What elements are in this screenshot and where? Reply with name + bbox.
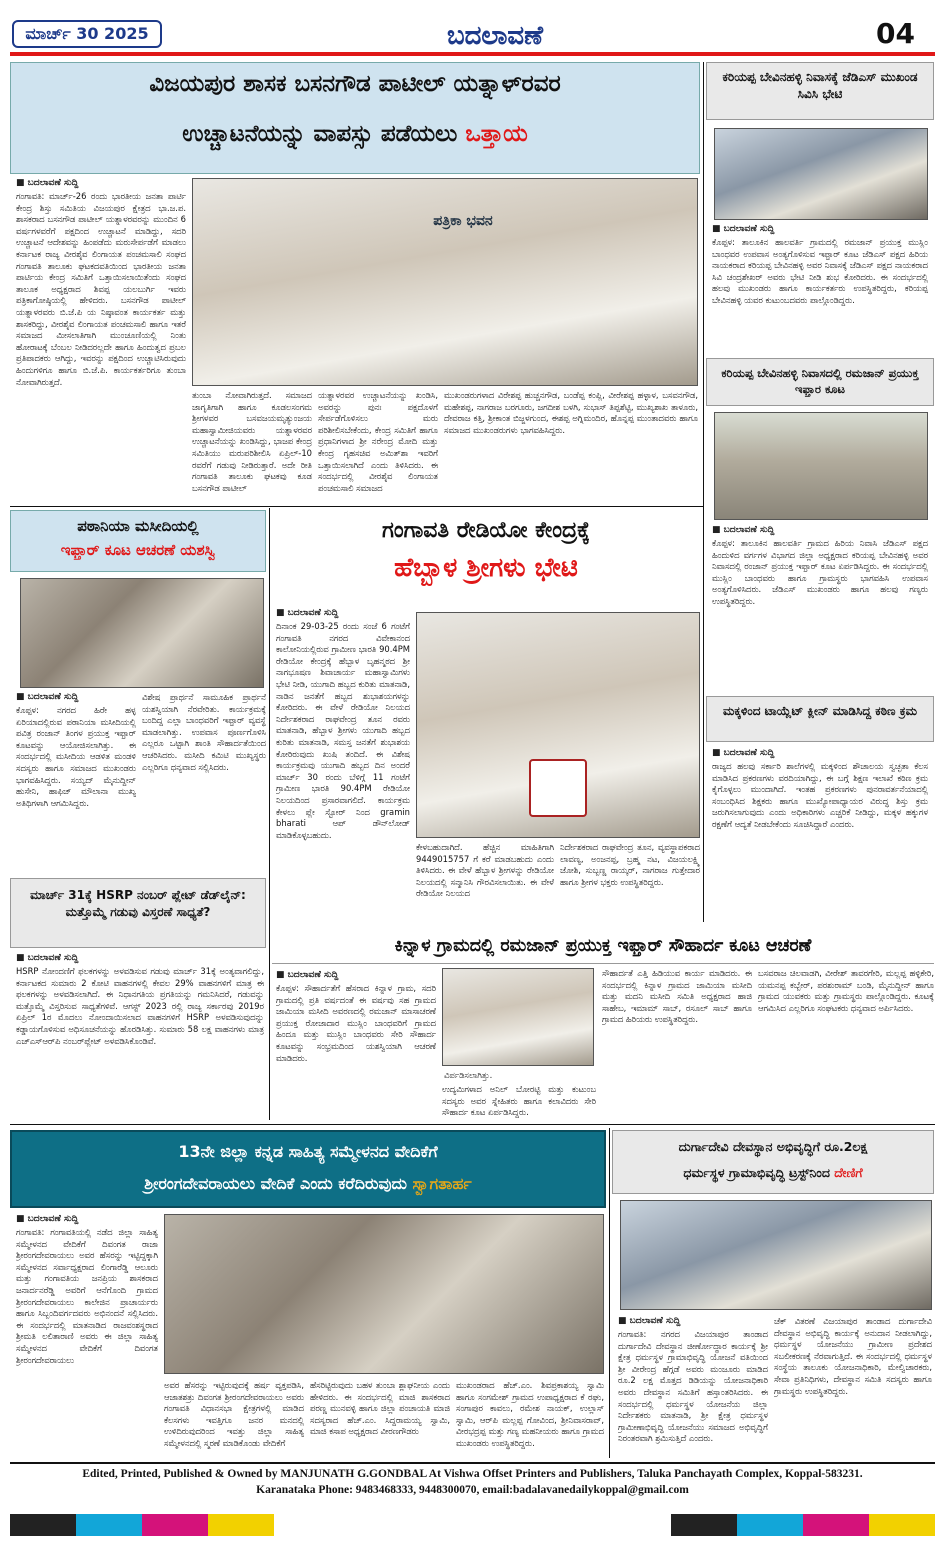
kinnal-byline: ■ ಬದಲಾವಣೆ ಸುದ್ದಿ: [276, 970, 339, 980]
left-mid-headline2: ಇಫ್ತಾರ್ ಕೂಟ ಆಚರಣೆ ಯಶಸ್ವಿ: [60, 541, 216, 559]
lead-headline-block: [10, 62, 700, 174]
rule-v-left: [269, 508, 270, 1120]
right-mid-body: ಕೊಪ್ಪಳ: ತಾಲೂಕಿನ ಹಾಲವರ್ತಿ ಗ್ರಾಮದ ಹಿರಿಯ ನಿವಾಸಿ ಜೆಡಿಎಸ್ ಪಕ್ಷದ ಹಿಂದುಳಿದ ವರ್ಗಗಳ ವಿಭಾಗದ ಜಿಲ್ಲಾ ಅಧ್ಯಕ್ಷರಾದ ಕರಿಯಪ್ಪ ಬೇವಿನಹಳ್ಳಿ ಅವರ ನಿವಾಸದಲ್ಲಿ ರಂಜಾನ್ ಪ್ರಯುಕ್ತ ಇಫ್ತಾರ್ ಕೂಟ ಏರ್ಪಡಿಸಿದ್ದರು. ಈ ಸಂದರ್ಭದಲ್ಲಿ ಮುಸ್ಲಿಂ ಬಾಂಧವರು ಹಾಗೂ ಗ್ರಾಮಸ್ಥರು ಭಾಗವಹಿಸಿ ಉಪವಾಸ ಅಂತ್ಯಗೊಳಿಸಿದರು. ಜೆಡಿಎಸ್ ಮುಖಂಡರು ಹಾಗೂ ಹಲವು ಗಣ್ಯರು ಉಪಸ್ಥಿತರಿದ್ದರು.: [712, 538, 928, 606]
right-low-body: ರಾಜ್ಯದ ಹಲವು ಸರ್ಕಾರಿ ಶಾಲೆಗಳಲ್ಲಿ ಮಕ್ಕಳಿಂದ ಶೌಚಾಲಯ ಸ್ವಚ್ಛತಾ ಕೆಲಸ ಮಾಡಿಸಿದ ಪ್ರಕರಣಗಳು ವರದಿಯಾಗಿದ್ದು, ಈ ಬಗ್ಗೆ ಶಿಕ್ಷಣ ಇಲಾಖೆ ಕಠಿಣ ಕ್ರಮ ಕೈಗೊಳ್ಳಲು ಮುಂದಾಗಿದೆ. ಇಂತಹ ಪ್ರಕರಣಗಳು ಪುನರಾವರ್ತನೆಯಾದಲ್ಲಿ ಸಂಬಂಧಿಸಿದ ಶಿಕ್ಷಕರು ಹಾಗೂ ಮುಖ್ಯೋಪಾಧ್ಯಾಯರ ವಿರುದ್ಧ ಶಿಸ್ತು ಕ್ರಮ ಜರುಗಿಸಲಾಗುವುದು ಎಂದು ಅಧಿಕಾರಿಗಳು ಎಚ್ಚರಿಕೆ ನೀಡಿದ್ದು, ಮಕ್ಕಳ ಹಕ್ಕುಗಳ ರಕ್ಷಣೆಗೆ ಆದ್ಯತೆ ನೀಡಬೇಕೆಂದು ಸೂಚಿಸಿದ್ದಾರೆ ಎಂದರು.: [712, 761, 928, 829]
hsrp-byline: ■ ಬದಲಾವಣೆ ಸುದ್ದಿ: [16, 953, 79, 963]
reg-magenta: [142, 1514, 208, 1536]
lead-col2: ತುಂಬಾ ನೋವಾಗಿರುತ್ತದೆ. ಸಮಾಜದ ಜಾಗೃತಿಗಾಗಿ ಹಾಗೂ ಕೂಡಲಸಂಗಮ ಶ್ರೀಗಳವರ ಬಸವಜಯಮೃತ್ಯುಂಜಯ ಮಹಾಸ್ವಾಮೀಜಿಯವರು ಯತ್ನಾಳರವರ ಉಚ್ಚಾಟನೆಯನ್ನು ಖಂಡಿಸಿದ್ದು, ಭಾಜಪ ಕೇಂದ್ರ ಸಮಿತಿಯು ಮರುಪರಿಶೀಲಿಸಿ ಏಪ್ರಿಲ್-10 ರವರೆಗೆ ಗಡುವು ನೀಡಿರುತ್ತಾರೆ. ಅದೇ ರೀತಿ ಗಂಗಾವತಿ ತಾಲೂಕು ಘಟಕವು ಕೂಡ ಬಸನಗೌಡ ಪಾಟೀಲ್: [192, 390, 312, 493]
left-mid-col2: ವಿಶೇಷ ಪ್ರಾರ್ಥನೆ ಸಾಮೂಹಿಕ ಪ್ರಾರ್ಥನೆ ಯಶಸ್ವಿಯಾಗಿ ನೆರವೇರಿತು. ಕಾರ್ಯಕ್ರಮಕ್ಕೆ ಬಂದಿದ್ದ ಎಲ್ಲಾ ಬಾಂಧವರಿಗೆ ಇಫ್ತಾರ್ ವ್ಯವಸ್ಥೆ ಮಾಡಲಾಗಿತ್ತು. ಉಪವಾಸ ಪೂರ್ಣಗೊಳಿಸಿ ಎಲ್ಲರೂ ಒಟ್ಟಾಗಿ ಶಾಂತಿ ಸೌಹಾರ್ದತೆಯಿಂದ ಆಚರಿಸಿದರು. ಮಸೀದಿ ಕಮಿಟಿ ಮುಖ್ಯಸ್ಥರು ಎಲ್ಲರಿಗೂ ಧನ್ಯವಾದ ಸಲ್ಲಿಸಿದರು.: [142, 692, 266, 772]
right-mid-headline: ಕರಿಯಪ್ಪ ಬೇವಿನಹಳ್ಳಿ ನಿವಾಸದಲ್ಲಿ ರಮಜಾನ್ ಪ್ರಯುಕ್ತ ಇಫ್ತಾರ ಕೂಟ: [706, 358, 934, 406]
kinnal-col2: ಉದ್ಯಮಿಗಳಾದ ಅನಿಲ್ ಬೋರಟ್ಟಿ ಮತ್ತು ಕುಟುಂಬ ಸದಸ್ಯರು ಅವರ ಸ್ನೇಹಿತರು ಹಾಗೂ ಕಲಾವಿದರು ಸೇರಿ ಸೌಹಾರ್ದ ಕೂಟ ಏರ್ಪಡಿಸಿದ್ದರು.: [442, 1084, 596, 1118]
footer-line1: Edited, Printed, Published & Owned by MANJUNATH G.GONDBAL At Vishwa Offset Printers and Publishers, Taluka Panchayath Complex, Koppal-583231.: [82, 1468, 863, 1480]
rule-h-lead: [10, 506, 703, 507]
masthead-rule: [10, 52, 935, 56]
right-top-byline: ■ ಬದಲಾವಣೆ ಸುದ್ದಿ: [712, 224, 775, 234]
right-top-headline: ಕರಿಯಪ್ಪ ಬೇವಿನಹಳ್ಳಿ ನಿವಾಸಕ್ಕೆ ಜೆಡಿಎಸ್ ಮುಖಂಡ ಸಿವಿಸಿ ಭೇಟಿ: [706, 62, 934, 120]
masthead: [0, 0, 945, 58]
rule-v-bottom: [609, 1128, 610, 1458]
durga-headline2: ಧರ್ಮಸ್ಥಳ ಗ್ರಾಮಾಭಿವೃದ್ಧಿ ಟ್ರಸ್ಟ್‌ನಿಂದ: [683, 1165, 830, 1180]
page-number: 04: [876, 17, 915, 50]
right-mid-photo: [714, 412, 928, 520]
lead-headline-line2: [17, 121, 693, 147]
center-headline: [272, 512, 700, 602]
reg-blank: [274, 1514, 670, 1536]
hsrp-headline: ಮಾರ್ಚ್ 31ಕ್ಕೆ HSRP ನಂಬರ್ ಪ್ಲೇಟ್ ಡೆಡ್‌ಲೈನ್: ಮತ್ತೊಮ್ಮೆ ಗಡುವು ವಿಸ್ತರಣೆ ಸಾಧ್ಯತೆ?: [10, 878, 266, 948]
durga-col2: ಚೆಕ್ ವಿತರಣೆ ವಿಜಯಾಪುರ ತಾಂಡಾದ ದುರ್ಗಾದೇವಿ ದೇವಸ್ಥಾನ ಅಭಿವೃದ್ಧಿ ಕಾರ್ಯಕ್ಕೆ ಅನುದಾನ ನೀಡಲಾಗಿದ್ದು, ಧರ್ಮಸ್ಥಳ ಯೋಜನೆಯು ಗ್ರಾಮೀಣ ಪ್ರದೇಶದ ಸಬಲೀಕರಣಕ್ಕೆ ನೆರವಾಗುತ್ತಿದೆ. ಈ ಸಂದರ್ಭದಲ್ಲಿ ಧರ್ಮಸ್ಥಳ ಸಂಸ್ಥೆಯ ತಾಲೂಕು ಯೋಜನಾಧಿಕಾರಿ, ಮೇಲ್ವಿಚಾರಕರು, ಸೇವಾ ಪ್ರತಿನಿಧಿಗಳು, ದೇವಸ್ಥಾನ ಸಮಿತಿ ಸದಸ್ಯರು ಹಾಗೂ ಗ್ರಾಮಸ್ಥರು ಉಪಸ್ಥಿತರಿದ್ದರು.: [774, 1316, 932, 1396]
durga-byline: ■ ಬದಲಾವಣೆ ಸುದ್ದಿ: [618, 1316, 681, 1326]
center-col1: ದಿನಾಂಕ 29-03-25 ರಂದು ಸಂಜೆ 6 ಗಂಟೆಗೆ ಗಂಗಾವತಿ ನಗರದ ವಿವೇಕಾನಂದ ಕಾಲೋನಿಯಲ್ಲಿರುವ ಗ್ರಾಮೀಣ ಭಾರತಿ 90.4PM ರೇಡಿಯೋ ಕೇಂದ್ರಕ್ಕೆ ಹೆಬ್ಬಾಳ ಬೃಹನ್ಮಠದ ಶ್ರೀ ನಾಗಭೂಷಣ ಶಿವಾಚಾರ್ಯ ಮಹಾಸ್ವಾಮಿಗಳು ಭೇಟಿ ನೀಡಿ, ಯುಗಾದಿ ಹಬ್ಬದ ಕುರಿತು ಮಾತನಾಡಿ, ನಾಡಿನ ಜನತೆಗೆ ಹಬ್ಬದ ಶುಭಾಶಯಗಳನ್ನು ಕೋರಿದರು. ಈ ವೇಳೆ ರೇಡಿಯೋ ನಿಲಯದ ನಿರ್ದೇಶಕರಾದ ರಾಘವೇಂದ್ರ ತೂನ ರವರು ಮಾತನಾಡಿ, ಹೆಬ್ಬಾಳ ಶ್ರೀಗಳು ಯುಗಾದಿ ಹಬ್ಬದ ಕುರಿತು ಮಾತನಾಡಿ, ಸಮಸ್ತ ಜನತೆಗೆ ಶುಭಾಶಯ ಕೋರಿರುವುದು ಖುಷಿ ತಂದಿದೆ. ಈ ವಿಶೇಷ ಕಾರ್ಯಕ್ರಮವು ಯುಗಾದಿ ಹಬ್ಬದ ದಿನ ಅಂದರೆ ಮಾರ್ಚ್ 30 ರಂದು ಬೆಳಿಗ್ಗೆ 11 ಗಂಟೆಗೆ ಗ್ರಾಮೀಣ ಭಾರತಿ 90.4PM ರೇಡಿಯೋ ನಿಲಯದಿಂದ ಪ್ರಸಾರವಾಗಲಿದೆ. ಕಾರ್ಯಕ್ರಮ ಕೇಳಲು ಪ್ಲೇ ಸ್ಟೋರ್ ನಿಂದ gramin bharati ಆಪ್ ಡೌನ್‌ಲೋಡ್ ಮಾಡಿಕೊಳ್ಳಬಹುದು.: [276, 621, 410, 840]
color-registration-bar: [10, 1514, 935, 1536]
rule-h-bottom: [10, 1124, 935, 1125]
hsrp-body: HSRP ನೋಂದಣಿಗೆ ಫಲಕಗಳನ್ನು ಅಳವಡಿಸುವ ಗಡುವು ಮಾರ್ಚ್ 31ಕ್ಕೆ ಅಂತ್ಯವಾಗಲಿದ್ದು, ಕರ್ನಾಟಕದ ಸುಮಾರು 2 ಕೋಟಿ ವಾಹನಗಳಲ್ಲಿ ಕೇವಲ 29% ವಾಹನಗಳಿಗೆ ಮಾತ್ರ ಈ ಫಲಕಗಳನ್ನು ಅಳವಡಿಸಲಾಗಿದೆ. ಈ ನಿಧಾನಗತಿಯ ಪ್ರಗತಿಯನ್ನು ಗಮನಿಸಿದರೆ, ಗಡುವನ್ನು ಮತ್ತೊಮ್ಮೆ ವಿಸ್ತರಿಸುವ ಸಾಧ್ಯತೆಗಳಿವೆ. ಆಗಸ್ಟ್ 2023 ರಲ್ಲಿ ರಾಜ್ಯ ಸರ್ಕಾರವು 2019ರ ಏಪ್ರಿಲ್ 1ರ ಮೊದಲು ನೋಂದಾಯಿಸಲಾದ ವಾಹನಗಳಿಗೆ HSRP ಅಳವಡಿಸುವುದನ್ನು ಕಡ್ಡಾಯಗೊಳಿಸುವ ಅಧಿಸೂಚನೆಯನ್ನು ಹೊರಡಿಸಿತ್ತು. ಸುಮಾರು 58 ಲಕ್ಷ ವಾಹನಗಳು ಮಾತ್ರ ಎಚ್‌ಎಸ್‌ಆರ್‌ಪಿ ನಂಬರ್‌ಪ್ಲೇಟ್ ಅಳವಡಿಸಿಕೊಂಡಿವೆ.: [16, 966, 264, 1046]
reg-yellow: [208, 1514, 274, 1536]
left-mid-photo: [20, 578, 264, 688]
reg-black-2: [671, 1514, 737, 1536]
reg-yellow-2: [869, 1514, 935, 1536]
left-mid-headline: [10, 510, 266, 572]
lead-col4: ಮುಖಂಡರುಗಳಾದ ವಿರೇಶಪ್ಪ ಹುಚ್ಚನಗೌಡ, ಬಂಡೆಪ್ಪ ಕಂಪ್ಲಿ, ವೀರೇಶಪ್ಪ ಹಳ್ಳಾಳ, ಬಸವನಗೌಡ, ಮಹೇಶಪ್ಪ, ನಾಗರಾಜ ಬರಗೂರು, ಜಗದೀಶ ಬಳಗಿ, ಸುಭಾಸ್ ತಿಪ್ಪಶೆಟ್ಟಿ, ಮುಖ್ಯಶಾಖ ತಾಳೂರು, ದೇವರಾಜ ಕತ್ತಿ, ಶ್ರೀಕಾಂತ ಬಿಜ್ಜಳಗುಂದ, ಈಶಪ್ಪ ಅಗ್ನಿಮಂದಿರ, ಹೊನ್ನಪ್ಪ ಮುಂತಾದವರು ಹಾಗೂ ಸಮಾಜದ ಮುಖಂಡರುಗಳು ಭಾಗವಹಿಸಿದ್ದರು.: [444, 390, 698, 435]
kinnal-col4: ಬಸವರಾಜ ಚಿಲವಾಡಗಿ, ವೀರೇಶ್ ತಾವರಗೇರಿ, ಮಲ್ಲಪ್ಪ ಹಳ್ಳಿಕೇರಿ, ಯಮನಪ್ಪ ಕಬ್ಬೇರ್, ಪರಶುರಾಮ್ ಬಂಡಿ, ಮೈನುದ್ದೀನ್ ಹಾಗೂ ಗ್ರಾಮದ ಯುವಕರು ಮತ್ತು ಗ್ರಾಮಸ್ಥರು ಪಾಲ್ಗೊಂಡಿದ್ದರು. ಕೂಟಕ್ಕೆ ಆಗಮಿಸಿದ ಎಲ್ಲರಿಗೂ ಸಂಘಟಕರು ಧನ್ಯವಾದ ಅರ್ಪಿಸಿದರು.: [758, 968, 934, 1013]
sammelana-headline1: 13ನೇ ಜಿಲ್ಲಾ ಕನ್ನಡ ಸಾಹಿತ್ಯ ಸಮ್ಮೇಳನದ ವೇದಿಕೆಗೆ: [178, 1142, 438, 1161]
right-low-headline: ಮಕ್ಕಳಿಂದ ಟಾಯ್ಲೆಟ್ ಕ್ಲೀನ್ ಮಾಡಿಸಿದ್ದ ಕಠಿಣ ಕ್ರಮ: [706, 696, 934, 742]
footer-rule: [10, 1462, 935, 1464]
reg-magenta-2: [803, 1514, 869, 1536]
reg-cyan-2: [737, 1514, 803, 1536]
footer-line2: Karanataka Phone: 9483468333, 9448300070, email:badalavanedailykoppal@gmail.com: [256, 1484, 689, 1496]
durga-photo: [620, 1200, 932, 1310]
sammelana-headline2-wrap: [12, 1174, 604, 1194]
lead-headline-text: ಉಚ್ಚಾಟನೆಯನ್ನು ವಾಪಸ್ಸು ಪಡೆಯಲು: [182, 121, 458, 147]
center-col2: ಕೇಳಬಹುದಾಗಿದೆ. ಹೆಚ್ಚಿನ ಮಾಹಿತಿಗಾಗಿ 9449015757 ಗೆ ಕರೆ ಮಾಡಬಹುದು ಎಂದು ತಿಳಿಸಿದರು. ಈ ವೇಳೆ ಹೆಬ್ಬಾಳ ಶ್ರೀಗಳನ್ನು ರೇಡಿಯೋ ನಿಲಯದಲ್ಲಿ ಸನ್ಮಾನಿಸಿ ಗೌರವಿಸಲಾಯಿತು. ಈ ವೇಳೆ ರೇಡಿಯೋ ನಿಲಯದ: [416, 842, 554, 899]
left-mid-byline: ■ ಬದಲಾವಣೆ ಸುದ್ದಿ: [16, 692, 79, 702]
kinnal-photo: [442, 968, 594, 1066]
lead-byline: ■ ಬದಲಾವಣೆ ಸುದ್ದಿ: [16, 178, 79, 188]
right-mid-byline: ■ ಬದಲಾವಣೆ ಸುದ್ದಿ: [712, 525, 775, 535]
radio-logo: [529, 759, 587, 817]
center-col3: ನಿರ್ದೇಶಕರಾದ ರಾಘವೇಂದ್ರ ತೂನ, ವ್ಯವಸ್ಥಾಪಕರಾದ ಲಾವಣ್ಯ, ಅಂಜನಪ್ಪ, ಬ್ರಹ್ಮ ನಟ, ವಿಜಯಲಕ್ಷ್ಮಿ ಜೋಶಿ, ಸುಬ್ಬಣ್ಣ ರಾಯ್ಕರ್, ನಾಗರಾಜ ಗುತ್ತೇದಾರ ಹಾಗೂ ಶ್ರೀಗಳ ಭಕ್ತರು ಉಪಸ್ಥಿತರಿದ್ದರು.: [560, 842, 700, 887]
sammelana-accent: ಸ್ವಾಗತಾರ್ಹ: [412, 1174, 472, 1193]
sammelana-photo: [164, 1214, 604, 1374]
center-headline2: ಹೆಬ್ಬಾಳ ಶ್ರೀಗಳು ಭೇಟಿ: [394, 553, 578, 583]
kinnal-col3: ಸೌಹಾರ್ದತೆ ಎತ್ತಿ ಹಿಡಿಯುವ ಕಾರ್ಯ ಮಾಡಿದರು. ಈ ಸಂದರ್ಭದಲ್ಲಿ ಕಿನ್ನಾಳ ಗ್ರಾಮದ ಜಾಮಿಯಾ ಮಸೀದಿ ಮತ್ತು ಮದನಿ ಮಸೀದಿ ಸಮಿತಿ ಅಧ್ಯಕ್ಷರಾದ ಹಾಜಿ ಸಾಹೇಬ, ಇಮಾಮ್ ಸಾಬ್, ರಸೂಲ್ ಸಾಬ್ ಹಾಗೂ ಗ್ರಾಮದ ಹಿರಿಯರು ಉಪಸ್ಥಿತರಿದ್ದರು.: [602, 968, 752, 1025]
footer: [10, 1466, 935, 1506]
durga-headline1: ದುರ್ಗಾದೇವಿ ದೇವಸ್ಥಾನ ಅಭಿವೃದ್ಧಿಗೆ ರೂ.2ಲಕ್ಷ: [678, 1139, 868, 1154]
kinnal-headline: ಕಿನ್ನಾಳ ಗ್ರಾಮದಲ್ಲಿ ರಮಜಾನ್ ಪ್ರಯುಕ್ತ ಇಫ್ತಾರ್ ಸೌಹಾರ್ದ ಕೂಟ ಆಚರಣೆ: [272, 928, 934, 964]
right-low-byline: ■ ಬದಲಾವಣೆ ಸುದ್ದಿ: [712, 748, 775, 758]
center-headline1: ಗಂಗಾವತಿ ರೇಡಿಯೋ ಕೇಂದ್ರಕ್ಕೆ: [381, 518, 591, 543]
durga-accent: ದೇಣಿಗೆ: [834, 1165, 863, 1180]
center-byline: ■ ಬದಲಾವಣೆ ಸುದ್ದಿ: [276, 608, 339, 618]
lead-col3: ಯತ್ನಾಳರವರ ಉಚ್ಚಾಟನೆಯನ್ನು ಖಂಡಿಸಿ, ಅವರನ್ನು ಪುನಃ ಪಕ್ಷದೊಳಗೆ ಸೇರ್ಪಡೆಗೊಳಿಸಲು ಮರು ಪರಿಶೀಲಿಸಬೇಕೆಂದು, ಕೇಂದ್ರ ಸಮಿತಿಗೆ ಹಾಗೂ ಪ್ರಧಾನಿಗಳಾದ ಶ್ರೀ ನರೇಂದ್ರ ಮೋದಿ ಮತ್ತು ಕೇಂದ್ರ ಗೃಹಸಚಿವ ಅಮಿತ್‌ಶಾ ಇವರಿಗೆ ಒತ್ತಾಯಿಸಲಾಗಿದೆ ಎಂದು ತಿಳಿಸಿದರು. ಈ ಸಂದರ್ಭದಲ್ಲಿ ವೀರಶೈವ ಲಿಂಗಾಯತ ಪಂಚಮಸಾಲಿ ಸಮಾಜದ: [318, 390, 438, 493]
lead-col1: ಗಂಗಾವತಿ: ಮಾರ್ಚ್-26 ರಂದು ಭಾರತೀಯ ಜನತಾ ಪಾರ್ಟಿ ಕೇಂದ್ರ ಶಿಸ್ತು ಸಮಿತಿಯ ವಿಜಯಪುರ ಕ್ಷೇತ್ರದ ಭಾ.ಜ.ಪ. ಶಾಸಕರಾದ ಬಸನಗೌಡ ಪಾಟೀಲ್ ಯತ್ನಾಳರವರನ್ನು ಮುಂದಿನ 6 ವರ್ಷಗಳವರೆಗೆ ಪಕ್ಷದಿಂದ ಉಚ್ಚಾಟನೆ ಮಾಡಿದ್ದು, ಸದರಿ ಉಚ್ಚಾಟನೆ ಆದೇಶವನ್ನು ಹಿಂಪಡೆದು ಮರುಸೇರ್ಪಡೆಗೆ ಮಾಡಲು ಕರ್ನಾಟಕ ರಾಜ್ಯ ವೀರಶೈವ ಲಿಂಗಾಯತ ಪಂಚಮಸಾಲಿ ಸಂಘದ ಗಂಗಾವತಿ ತಾಲೂಕು ಘಟಕದವತಿಯಿಂದ ಭಾರತೀಯ ಜನತಾ ಪಾರ್ಟಿಯ ಕೇಂದ್ರ ಸಮಿತಿಗೆ ಒತ್ತಾಯಿಸಲಾಯಿತೆಂದು ಸಂಘದ ತಾಲೂಕ ಅಧ್ಯಕ್ಷರಾದ ಶಿವಪ್ಪ ಯಲಬುರ್ಗಿ ಇವರು ಪತ್ರಿಕಾಗೋಷ್ಠಿಯಲ್ಲಿ ಹೇಳಿದರು. ಬಸನಗೌಡ ಪಾಟೀಲ್ ಯತ್ನಾಳರವರು ಬಿ.ಜೆ.ಪಿ ಯ ನಿಷ್ಠಾವಂತ ಕಾರ್ಯಕರ್ತ ಮತ್ತು ಶಾಸಕರಿದ್ದು, ವೀರಶೈವ ಲಿಂಗಾಯತ ಪಂಚಮಸಾಲಿ ಹಾಗೂ ಇತರೆ ಸಮಾಜದ ಮೀಸಲಾತಿಗಾಗಿ ಮುಂಚೂಣಿಯಲ್ಲಿ ನಿಂತು ಹೋರಾಟಕ್ಕೆ ಬೆಂಬಲ ನೀಡಿದರಲ್ಲದೇ ಹಾಗೂ ಹಿಂದುತ್ವದ ಪ್ರಬಲ ಪ್ರತಿಪಾದಕರು ಆಗಿದ್ದು, ಇವರನ್ನು ಪಕ್ಷದಿಂದ ಉಚ್ಚಾಟಿಸಿರುವುದು ಹಿಂದುಗಳಿಗೂ ಹಾಗೂ ಬಿ.ಜೆ.ಪಿ. ಕಾರ್ಯಕರ್ತರಿಗೂ ತುಂಬಾ ನೋವಾಗಿರುತ್ತದೆ.: [16, 191, 186, 387]
right-top-photo: [714, 128, 928, 220]
sammelana-byline: ■ ಬದಲಾವಣೆ ಸುದ್ದಿ: [16, 1214, 79, 1224]
reg-cyan: [76, 1514, 142, 1536]
left-mid-col1: ಕೊಪ್ಪಳ: ನಗರದ ಹಿರೇ ಹಳ್ಳ ಏರಿಯಾದಲ್ಲಿರುವ ಪಠಾನಿಯಾ ಮಸೀದಿಯಲ್ಲಿ ಪವಿತ್ರ ರಂಜಾನ್ ತಿಂಗಳ ಪ್ರಯುಕ್ತ ಇಫ್ತಾರ್ ಕೂಟವನ್ನು ಆಯೋಜಿಸಲಾಗಿತ್ತು. ಈ ಸಂದರ್ಭದಲ್ಲಿ ಮಸೀದಿಯ ಆಡಳಿತ ಮಂಡಳಿ ಸದಸ್ಯರು ಹಾಗೂ ಸಮಾಜದ ಮುಖಂಡರು ಭಾಗವಹಿಸಿದ್ದರು. ಸಯ್ಯದ್ ಮೈನುದ್ದೀನ್ ಹುಸೇನಿ, ಹಾಫಿಜ್ ಮೌಲಾನಾ ಮುಖ್ಯ ಅತಿಥಿಗಳಾಗಿ ಆಗಮಿಸಿದ್ದರು.: [16, 705, 136, 808]
kinnal-col1: ಕೊಪ್ಪಳ: ಸೌಹಾರ್ದತೆಗೆ ಹೆಸರಾದ ಕಿನ್ನಾಳ ಗ್ರಾಮ, ಸದರಿ ಗ್ರಾಮದಲ್ಲಿ ಪ್ರತಿ ವರ್ಷದಂತೆ ಈ ವರ್ಷವು ಸಹ ಗ್ರಾಮದ ಜಾಮಿಯಾ ಮಸೀದಿ ಅವರಣದಲ್ಲಿ ರಮಜಾನ್ ಮಾಸಾಚರಣೆ ಪ್ರಯುಕ್ತ ರೋಜಾದಾರ ಮುಸ್ಲಿಂ ಬಾಂಧವರಿಗೆ ಗ್ರಾಮದ ಹಿಂದೂ ಮತ್ತು ಮುಸ್ಲಿಂ ಬಾಂಧವರು ಸೇರಿ ಸೌಹಾರ್ದ ಕೂಟವನ್ನು ಸಂಭ್ರಮದಿಂದ ಯಶಸ್ವಿಯಾಗಿ ಆಚರಣೆ ಮಾಡಿದರು.: [276, 983, 436, 1063]
right-top-body: ಕೊಪ್ಪಳ: ತಾಲೂಕಿನ ಹಾಲವರ್ತಿ ಗ್ರಾಮದಲ್ಲಿ ರಮಜಾನ್ ಪ್ರಯುಕ್ತ ಮುಸ್ಲಿಂ ಬಾಂಧವರ ಉಪವಾಸ ಅಂತ್ಯಗೊಳಿಸುವ ಇಫ್ತಾರ್ ಕೂಟ ಜೆಡಿಎಸ್ ಪಕ್ಷದ ಹಿರಿಯ ನಾಯಕರಾದ ಕರಿಯಪ್ಪ ಬೇವಿನಹಳ್ಳಿ ಅವರ ನಿವಾಸಕ್ಕೆ ಜೆಡಿಎಸ್ ಪಕ್ಷದ ನಾಯಕರಾದ ಸಿವಿ ಚಂದ್ರಶೇಖರ್ ಅವರು ಭೇಟಿ ನೀಡಿ ಶುಭ ಕೋರಿದರು. ಈ ಸಂದರ್ಭದಲ್ಲಿ ಹಲವು ಮುಖಂಡರು ಹಾಗೂ ಕಾರ್ಯಕರ್ತರು ಉಪಸ್ಥಿತರಿದ್ದರು, ಕರಿಯಪ್ಪ ಬೇವಿನಹಳ್ಳಿ ಯವರ ಕುಟುಂಬದವರು ಪಾಲ್ಗೊಂಡಿದ್ದರು.: [712, 237, 928, 305]
kinnal-photo-caption: ವಿರ್ಪಡಿಸಲಾಗಿತ್ತು.: [444, 1070, 493, 1080]
sammelana-col4: ಮುಖಂಡರಾದ ಹೆಚ್.ಎಂ. ಶಿವಪ್ರಕಾಶಯ್ಯ ಸ್ವಾಮಿ ಹಾಗೂ ಸಂಗಮೇಶ್ ಗ್ರಾಮದ ಉಪಾಧ್ಯಕ್ಷರಾದ ಕೆ ರಘು, ಸಂಗಾಪುರ ಕಾವಲು, ರಮೇಶ ನಾಯಕ್, ಉಲ್ಲಾಸ್ ಸ್ವಾಮಿ, ಆರ್‌ಪಿ ಮಲ್ಲಪ್ಪ ಗೋವಿಂದ, ಶ್ರೀನಿವಾಸರಾವ್, ವೀರಭದ್ರಪ್ಪ ಮತ್ತು ಗಣ್ಯ ಮಹನೀಯರು ಹಾಗೂ ಗ್ರಾಮದ ಮುಖಂಡರು ಉಪಸ್ಥಿತರಿದ್ದರು.: [456, 1380, 604, 1448]
sammelana-col1: ಗಂಗಾವತಿ: ಗಂಗಾವತಿಯಲ್ಲಿ ನಡೆದ ಜಿಲ್ಲಾ ಸಾಹಿತ್ಯ ಸಮ್ಮೇಳನದ ವೇದಿಕೆಗೆ ದಿವಂಗತ ರಾಜಾ ಶ್ರೀರಂಗದೇವರಾಯಲು ಅವರ ಹೆಸರನ್ನು ಇಟ್ಟಿದ್ದಕ್ಕಾಗಿ ಸಮ್ಮೇಳನದ ಸರ್ವಾಧ್ಯಕ್ಷರಾದ ಲಿಂಗಾರೆಡ್ಡಿ ಆಲೂರು ಮತ್ತು ಗಂಗಾವತಿಯ ಜನಪ್ರಿಯ ಶಾಸಕರಾದ ಜನಾರ್ದನರೆಡ್ಡಿ ಅವರಿಗೆ ಆನೆಗೊಂದಿ ಗ್ರಾಮದ ಶ್ರೀರಂಗದೇವರಾಯಲು ಕಾಲೇಜಿನ ಪ್ರಾಚಾರ್ಯರು ಹಾಗೂ ಸಿಬ್ಬಂದಿವರ್ಗದವರು ಅಭಿನಂದನೆ ಸಲ್ಲಿಸಿದರು. ಈ ಸಂದರ್ಭದಲ್ಲಿ ಮಾತನಾಡಿದ ರಾಜವಂಶಸ್ಥರಾದ ಶ್ರೀಮತಿ ಲಲಿತಾರಾಣಿ ಅವರು ಈ ಜಿಲ್ಲಾ ಸಾಹಿತ್ಯ ಸಮ್ಮೇಳನದ ವೇದಿಕೆಗೆ ದಿವಂಗತ ಶ್ರೀರಂಗದೇವರಾಯಲು: [16, 1227, 158, 1365]
rule-v-right: [703, 62, 704, 922]
durga-col1: ಗಂಗಾವತಿ: ನಗರದ ವಿಜಯಾಪುರ ತಾಂಡಾದ ದುರ್ಗಾದೇವಿ ದೇವಸ್ಥಾನ ಜೀರ್ಣೋದ್ಧಾರ ಕಾರ್ಯಕ್ಕೆ ಶ್ರೀ ಕ್ಷೇತ್ರ ಧರ್ಮಸ್ಥಳ ಗ್ರಾಮಾಭಿವೃದ್ಧಿ ಯೋಜನೆ ವತಿಯಿಂದ ಶ್ರೀ ವೀರೇಂದ್ರ ಹೆಗ್ಗಡೆ ಅವರು ಮಂಜೂರು ಮಾಡಿದ ರೂ.2 ಲಕ್ಷ ಮೊತ್ತದ ಡಿಡಿಯನ್ನು ಯೋಜನಾಧಿಕಾರಿ ಅವರು ದೇವಸ್ಥಾನ ಸಮಿತಿಗೆ ಹಸ್ತಾಂತರಿಸಿದರು. ಈ ಸಂದರ್ಭದಲ್ಲಿ ಧರ್ಮಸ್ಥಳ ಯೋಜನೆಯ ಜಿಲ್ಲಾ ನಿರ್ದೇಶಕರು ಮಾತನಾಡಿ, ಶ್ರೀ ಕ್ಷೇತ್ರ ಧರ್ಮಸ್ಥಳ ಗ್ರಾಮೀಣಾಭಿವೃದ್ಧಿ ಯೋಜನೆಯು ಸಮಾಜದ ಅಭಿವೃದ್ಧಿಗೆ ನಿರಂತರವಾಗಿ ಶ್ರಮಿಸುತ್ತಿದೆ ಎಂದರು.: [618, 1329, 768, 1444]
lead-photo-sign: ಪತ್ರಿಕಾ ಭವನ: [433, 213, 493, 229]
sammelana-headline2: ಶ್ರೀರಂಗದೇವರಾಯಲು ವೇದಿಕೆ ಎಂದು ಕರೆದಿರುವುದು: [144, 1174, 407, 1193]
sammelana-col2: ಅವರ ಹೆಸರನ್ನು ಇಟ್ಟಿರುವುದಕ್ಕೆ ಹರ್ಷ ವ್ಯಕ್ತಪಡಿಸಿ, ಆಜಾತಶತ್ರು ದಿವಂಗತ ಶ್ರೀರಂಗದೇವರಾಯಲು ಅವರು ಗಂಗಾವತಿ ವಿಧಾನಸಭಾ ಕ್ಷೇತ್ರಗಳಲ್ಲಿ ಮಾಡಿದ ಕೆಲಸಗಳು ಇವತ್ತಿಗೂ ಜನರ ಮನದಲ್ಲಿ ಉಳಿದಿರುವುದರಿಂದ ಇವತ್ತು ಜಿಲ್ಲಾ ಸಾಹಿತ್ಯ ಸಮ್ಮೇಳನದಲ್ಲಿ ಸ್ಮರಣೆ ಮಾಡಿಕೊಂಡು ವೇದಿಕೆಗೆ: [164, 1380, 304, 1448]
durga-headline: [612, 1130, 934, 1194]
sammelana-col3: ಹೆಸರಿಟ್ಟಿರುವುದು ಬಹಳ ತುಂಬಾ ಶ್ಲಾಘನೀಯ ಎಂದು ಹೇಳಿದರು. ಈ ಸಂದರ್ಭದಲ್ಲಿ ಮಾಜಿ ಶಾಸಕರಾದ ಪರಣ್ಣ ಮುನವಳ್ಳಿ ಹಾಗೂ ಜಿಲ್ಲಾ ಪಂಚಾಯತಿ ಮಾಜಿ ಸದಸ್ಯರಾದ ಹೆಚ್.ಎಂ. ಸಿದ್ದರಾಮಯ್ಯ ಸ್ವಾಮಿ, ಮಾಜಿ ಕಸಾಪ ಅಧ್ಯಕ್ಷರಾದ ವೀರಣಗೌಡರು: [310, 1380, 450, 1437]
left-mid-headline1: ಪಠಾನಿಯಾ ಮಸೀದಿಯಲ್ಲಿ: [77, 517, 199, 535]
reg-black: [10, 1514, 76, 1536]
lead-headline-accent: ಒತ್ತಾಯ: [465, 121, 528, 147]
lead-photo: [192, 178, 698, 386]
durga-headline2-wrap: [613, 1165, 933, 1181]
date-box: ಮಾರ್ಚ್ 30 2025: [12, 20, 162, 48]
sammelana-headline: [10, 1130, 606, 1208]
lead-headline-line1: ವಿಜಯಪುರ ಶಾಸಕ ಬಸನಗೌಡ ಪಾಟೀಲ್ ಯತ್ನಾಳ್‌ರವರ: [149, 71, 561, 97]
masthead-title: ಬದಲಾವಣೆ: [446, 21, 544, 51]
center-photo: [416, 612, 700, 838]
